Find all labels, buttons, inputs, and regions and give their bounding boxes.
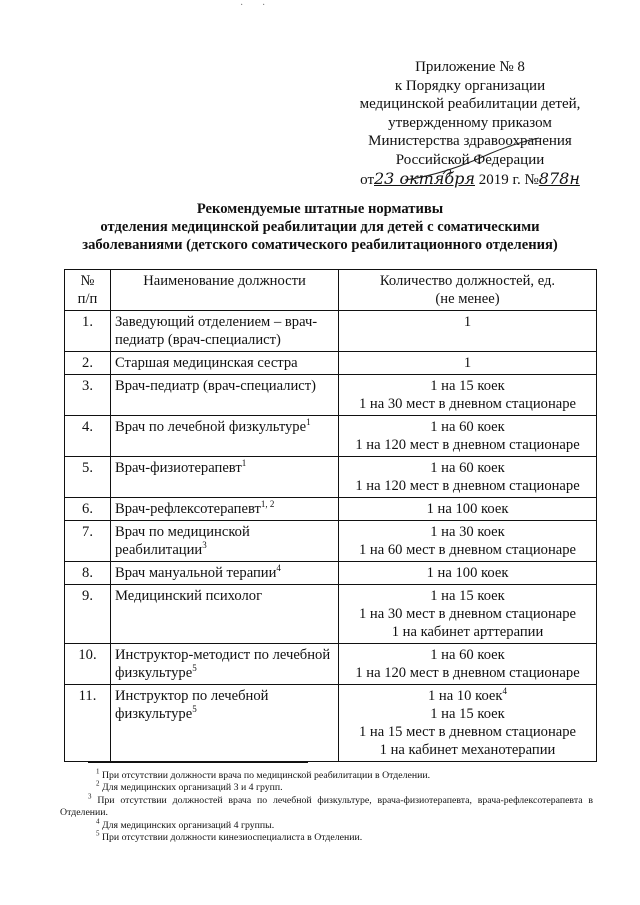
quantity-line [343,418,592,436]
order-date-handwritten: 23 октября [374,168,475,188]
order-year: 2019 г. [478,171,521,188]
footnote-ref: 1 [306,417,311,428]
quantity-text: 1 на 15 коек [430,706,505,722]
quantity-line [343,477,592,495]
position-name-text: Инструктор-методист по лечебной физкультуре [115,647,331,681]
header-name-line: Наименование должности [143,273,306,289]
table-row [65,375,597,416]
table-row [65,498,597,521]
quantity-line [343,395,592,413]
quantity-line [343,723,592,741]
staffing-table [64,269,597,762]
footnote-ref: 4 [276,563,281,574]
header-qty-line: Количество должностей, ед. [379,273,556,289]
footnote-ref: 5 [192,663,197,674]
footnote-divider [88,762,308,763]
quantity-line [343,523,592,541]
quantity-text: 1 на 120 мест в дневном стационаре [355,437,580,453]
appendix-line: утвержденному приказом [388,114,552,131]
quantity-line [343,459,592,477]
footnote-text: Для медицинских организаций 4 группы. [101,819,275,831]
row-number: 8. [65,562,111,585]
quantity-line [343,741,592,759]
position-name [111,585,339,644]
footnote [88,829,593,844]
position-name [111,375,339,416]
quantity-line [343,687,592,705]
quantity-line [343,664,592,682]
quantity-text: 1 [463,314,472,330]
appendix-header [355,58,585,189]
position-quantity [339,585,597,644]
quantity-text: 1 на кабинет механотерапии [379,742,556,758]
quantity-text: 1 на 30 мест в дневном стационаре [358,606,577,622]
position-quantity [339,562,597,585]
footnote-mark: 1 [96,767,100,776]
quantity-text: 1 на 30 мест в дневном стационаре [358,396,577,412]
table-header-row [65,270,597,311]
quantity-text: 1 на 15 коек [430,588,505,604]
table-row [65,416,597,457]
quantity-line [343,541,592,559]
appendix-line: Российской Федерации [395,151,545,168]
quantity-text: 1 на 60 коек [430,647,505,663]
position-name-text: Врач-педиатр (врач-специалист) [115,378,316,394]
table-row [65,352,597,375]
quantity-text: 1 на 100 коек [426,565,509,581]
header-name [111,270,339,311]
position-name-text: Заведующий отделением – врач-педиатр (врач-специалист) [115,314,318,348]
quantity-text: 1 на 100 коек [426,501,509,517]
header-num-line: № [80,273,95,289]
title-line: Рекомендуемые штатные нормативы [196,201,444,217]
position-quantity [339,685,597,762]
footnote-ref: 1 [241,458,247,469]
position-quantity [339,644,597,685]
position-name-text: Инструктор по лечебной физкультуре [115,688,269,722]
quantity-line [343,377,592,395]
quantity-line [343,564,592,582]
order-line [355,170,585,190]
position-name-text: Врач по лечебной физкультуре [115,419,307,435]
header-qty-line: (не менее) [435,291,500,307]
quantity-text: 1 на 15 мест в дневном стационаре [358,724,577,740]
footnote-ref: 5 [192,704,197,715]
quantity-text: 1 на 30 коек [430,524,505,540]
table-body [65,311,597,762]
footnote-mark: 4 [96,817,100,826]
quantity-line [343,500,592,518]
position-name [111,685,339,762]
position-quantity [339,352,597,375]
quantity-line [343,354,592,372]
row-number: 2. [65,352,111,375]
row-number: 11. [65,685,111,762]
position-quantity [339,416,597,457]
row-number: 6. [65,498,111,521]
position-name-text: Врач-физиотерапевт [115,460,242,476]
position-name-text: Старшая медицинская сестра [115,355,298,371]
scan-mark: · [262,0,266,11]
table-row [65,562,597,585]
quantity-line [343,436,592,454]
footnote-mark: 5 [96,829,100,838]
table-row [65,311,597,352]
position-name [111,644,339,685]
position-quantity [339,457,597,498]
quantity-text: 1 [463,355,472,371]
position-quantity [339,311,597,352]
position-name [111,416,339,457]
quantity-text: 1 на 120 мест в дневном стационаре [355,478,580,494]
appendix-line: Министерства здравоохранения [368,133,572,150]
row-number: 9. [65,585,111,644]
quantity-line [343,587,592,605]
footnote-mark: 2 [96,780,100,789]
table-row [65,457,597,498]
row-number: 4. [65,416,111,457]
row-number: 7. [65,521,111,562]
quantity-text: 1 на 60 мест в дневном стационаре [358,542,577,558]
quantity-text: 1 на 60 коек [430,460,505,476]
quantity-line [343,623,592,641]
footnote [88,767,593,782]
quantity-line [343,605,592,623]
position-name-text: Врач мануальной терапии [115,565,277,581]
order-prefix: от [360,171,374,188]
table-row [65,585,597,644]
row-number: 1. [65,311,111,352]
appendix-line: медицинской реабилитации детей, [359,96,581,113]
position-name [111,521,339,562]
quantity-text: 1 на 15 коек [430,378,505,394]
footnotes [60,767,594,844]
title-line: заболеваниями (детского соматического реабилитационного отделения) [82,237,558,253]
position-name [111,457,339,498]
footnote-text: При отсутствии должности врача по медицинской реабилитации в Отделении. [101,770,431,781]
quantity-text: 1 на 120 мест в дневном стационаре [355,665,580,681]
page-title [40,200,600,254]
position-name [111,352,339,375]
position-name [111,498,339,521]
quantity-line [343,313,592,331]
row-number: 10. [65,644,111,685]
quantity-text: 1 на кабинет арттерапии [391,624,544,640]
footnote-mark: 3 [88,792,92,801]
position-name-text: Медицинский психолог [115,588,263,604]
position-quantity [339,375,597,416]
scan-mark: · [240,0,244,11]
position-quantity [339,521,597,562]
footnote-text: При отсутствии должности кинезиоспециалиста в Отделении. [101,832,363,844]
footnote-text: Для медицинских организаций 3 и 4 групп. [101,782,283,794]
header-num-line: п/п [77,291,98,307]
position-quantity [339,498,597,521]
title-line: отделения медицинской реабилитации для детей с соматическими [100,219,540,235]
footnote [88,817,593,832]
header-qty [339,270,597,311]
signature-scribble [403,136,543,184]
appendix-line: Приложение № 8 [415,59,525,75]
header-num [65,270,111,311]
quantity-text: 1 на 10 коек [427,688,503,704]
position-name [111,562,339,585]
footnote-ref: 4 [502,686,507,697]
position-name [111,311,339,352]
quantity-text: 1 на 60 коек [430,419,505,435]
footnote-ref: 3 [202,540,207,551]
order-number-handwritten: 878н [538,168,580,188]
footnote [88,782,593,794]
table-row [65,521,597,562]
order-number-prefix: № [524,171,539,188]
footnote [60,792,594,820]
appendix-line: к Порядку организации [394,77,546,94]
footnote-ref: 1, 2 [260,499,275,510]
position-name-text: Врач по медицинской реабилитации [115,524,250,558]
row-number: 5. [65,457,111,498]
table-row [65,685,597,762]
footnote-text: При отсутствии должностей врача по лечебной физкультуре, врача-физиотерапевта, врача-рефлексотерапевта в Отделении. [60,794,594,819]
quantity-line [343,646,592,664]
quantity-line [343,705,592,723]
row-number: 3. [65,375,111,416]
table-row [65,644,597,685]
position-name-text: Врач-рефлексотерапевт [115,501,261,517]
